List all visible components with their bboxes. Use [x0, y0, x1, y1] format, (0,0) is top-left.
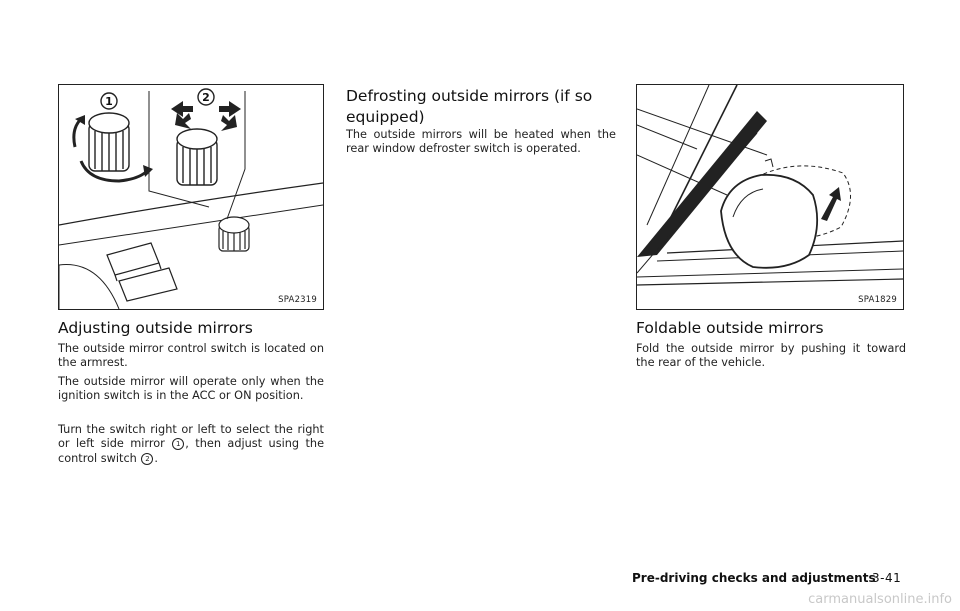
figure-code: SPA1829: [858, 295, 897, 305]
paragraph-switch-location: The outside mirror control switch is located on the armrest.: [58, 342, 324, 370]
foldable-mirror-illustration: [637, 85, 903, 309]
paragraph-turn-switch: [58, 423, 324, 466]
turn-switch-text-c: .: [154, 451, 159, 465]
turn-switch-text-a: Turn the switch right or left to select the right or left side mirror: [58, 423, 324, 451]
heading-defrosting-mirrors: Defrosting outside mirrors (if so equipped): [346, 87, 593, 126]
heading-adjusting-mirrors: Adjusting outside mirrors: [58, 319, 253, 337]
mirror-switch-figure: [58, 84, 324, 310]
paragraph-ignition: The outside mirror will operate only when the ignition switch is in the ACC or ON position.: [58, 375, 324, 403]
turn-switch-text-b: , then adjust using the control switch: [58, 437, 325, 465]
mirror-switch-illustration: [59, 85, 323, 309]
paragraph-defroster: The outside mirrors will be heated when the rear window defroster switch is operated.: [346, 128, 616, 156]
figure-code: SPA2319: [278, 295, 317, 305]
callout-1: 1: [105, 95, 113, 108]
footer-section-title: Pre-driving checks and adjustments: [632, 571, 876, 585]
foldable-mirror-figure: [636, 84, 904, 310]
ref-circle-2: 2: [141, 453, 153, 465]
footer-page-number: 3-41: [872, 571, 902, 585]
callout-2: 2: [202, 91, 210, 104]
watermark: carmanualsonline.info: [808, 592, 952, 607]
ref-circle-1: 1: [172, 438, 184, 450]
heading-foldable-mirrors: Foldable outside mirrors: [636, 319, 824, 337]
paragraph-fold: Fold the outside mirror by pushing it toward the rear of the vehicle.: [636, 342, 906, 370]
